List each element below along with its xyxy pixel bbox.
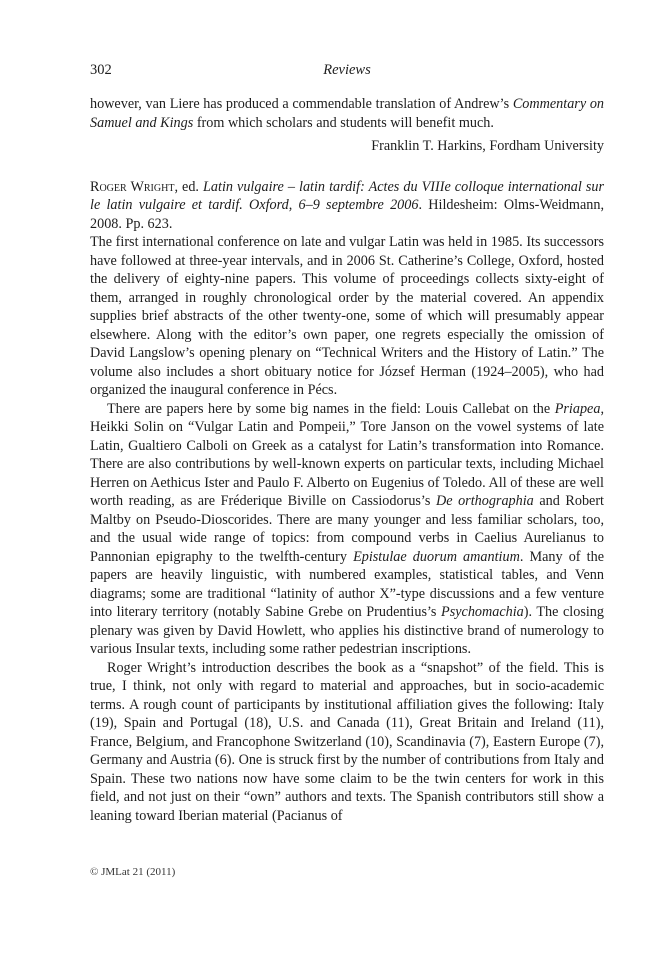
page-body [90,95,604,825]
reviewer-signature: Franklin T. Harkins, Fordham University [371,138,604,154]
previous-review-ending: however, van Liere has produced a commendable translation of Andrew’s Commentary on Samuel and Kings from which scholars and students will benefit much. [90,96,605,131]
review-paragraph-3: Roger Wright’s introduction describes the book as a “snapshot” of the field. This is true, I think, not only with regard to material and approaches, but in socio-academic terms. A rough count of participants by institutional affiliation gives the following: Italy (19), Spain and Portugal (18), U.S. and Canada (11), Great Britain and Ireland (11), France, Belgium, and Francophone Switzerland (10), Scandinavia (7), Eastern Europe (7), Germany and Austria (6). One is struck first by the number of contributions from Italy and Spain. These two nations now have some claim to be the twin centers for work in this field, and not just on their “own” authors and texts. The Spanish contributors still show a leaning toward Iberian material (Pacianus of [90,659,604,824]
page-number: 302 [90,62,112,78]
page-header [90,62,604,82]
copyright-footer: © JMLat 21 (2011) [90,866,176,878]
review-citation: Roger Wright, ed. Latin vulgaire – latin tardif: Actes du VIIIe colloque international sur le latin vulgaire et tardif. Oxford, 6–9 septembre 2006. Hildesheim: Olms-Weidmann, 2008. Pp. 623. [90,178,604,232]
citation-title: Latin vulgaire – latin tardif: Actes du VIIIe colloque international sur le latin vulgaire et tardif. Oxford, 6–9 septembre 2006 [90,178,604,213]
book-title: Commentary on Samuel and Kings [90,96,605,131]
review-paragraph-2: There are papers here by some big names in the field: Louis Callebat on the Priapea, Heikki Solin on “Vulgar Latin and Pompeii,” Tore Janson on the vowel systems of late Latin, Gualtiero Calboli on Greek as a catalyst for Latin’s transformation into Romance. There are also contributions by well-known experts on particular texts, including Michael Herren on Aethicus Ister and Paulo F. Alberto on Eugenius of Toledo. All of these are well worth reading, as are Fréderique Biville on Cassiodorus’s De orthographia and Robert Maltby on Pseudo-Dioscorides. There are many younger and less familiar scholars, too, and the usual wide range of topics: from compound verbs in Caelius Aurelianus to Pannonian epigraphy to the twelfth-century Epistulae duorum amantium. Many of the papers are heavily linguistic, with numbered examples, statistical tables, and Venn diagrams; some are traditional “latinity of author X”-type discussions and a few venture into literary territory (notably Sabine Grebe on Prudentius’s Psychomachia). The closing plenary was given by David Howlett, who applies his distinctive brand of numerology to various Insular texts, including some rather pedestrian inscriptions. [90,400,605,657]
review-paragraph-1: The first international conference on late and vulgar Latin was held in 1985. Its successors have followed at three-year intervals, and in 2006 St. Catherine’s College, Oxford, hosted the delivery of eighty-nine papers. This volume of proceedings collects sixty-eight of them, arranged in roughly chronological order by the material covered. An appendix supplies brief abstracts of the other twenty-one, some of which will presumably appear elsewhere. Along with the editor’s own paper, one regrets especially the omission of David Langslow’s opening plenary on “Technical Writers and the History of Latin.” The volume also includes a short obituary notice for József Herman (1924–2005), who had organized the inaugural conference in Pécs. [90,234,604,398]
citation-author: Roger Wright [90,178,175,195]
running-head: Reviews [323,62,371,78]
